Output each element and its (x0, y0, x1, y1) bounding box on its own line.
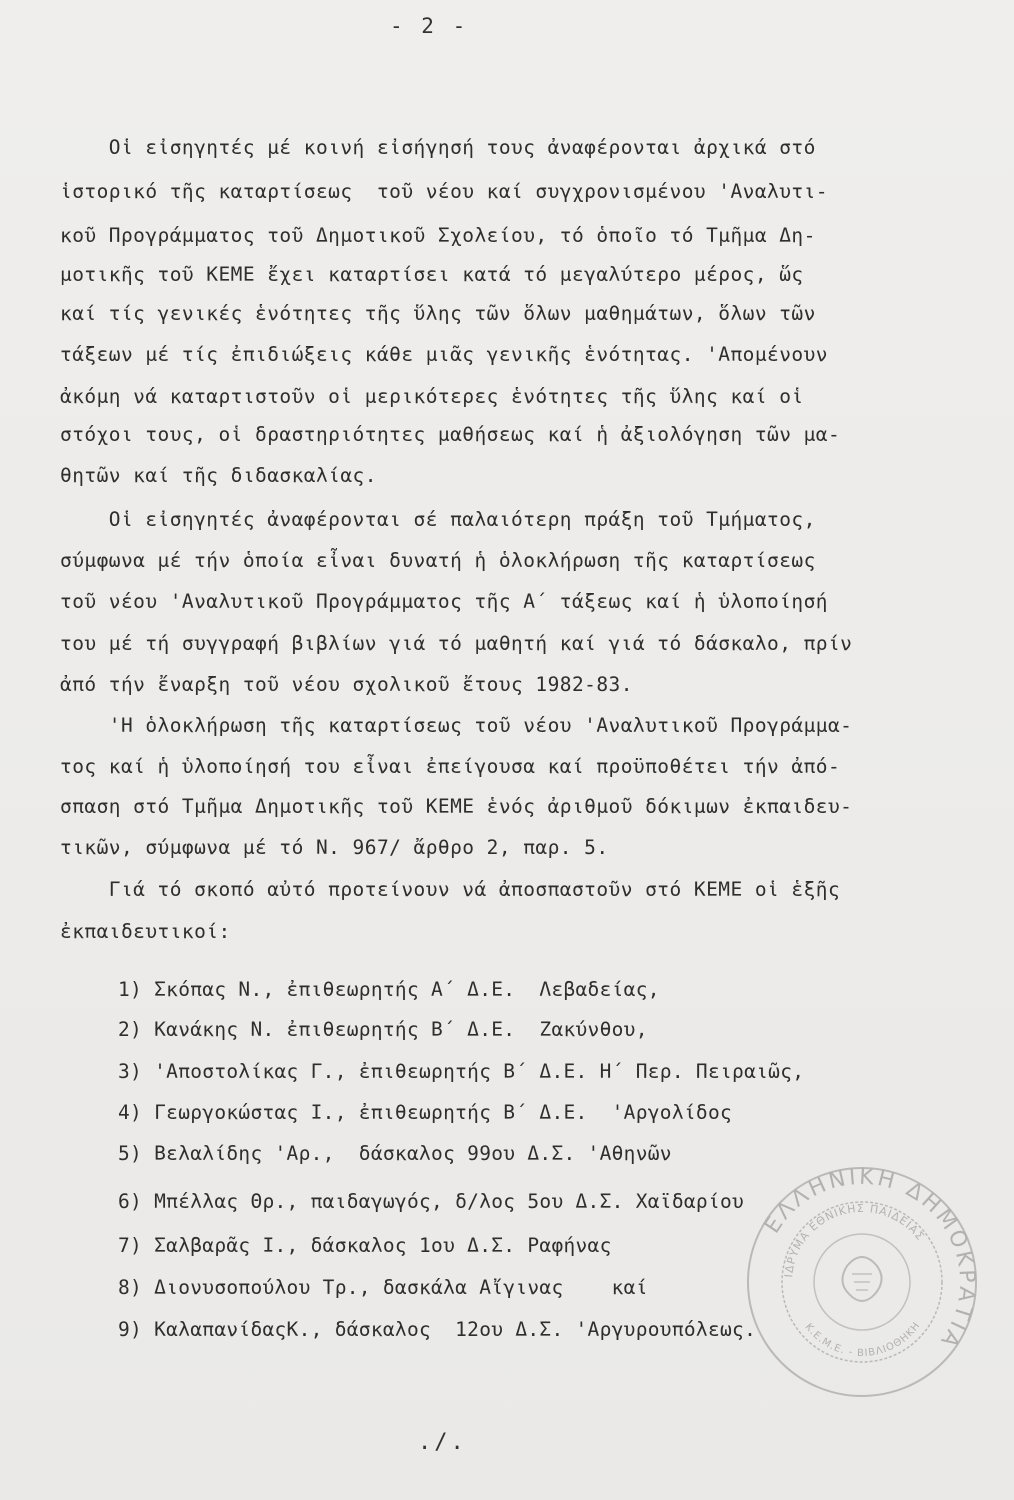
body-line: στόχοι τους, οἱ δραστηριότητες μαθήσεως καί ἡ ἀξιολόγηση τῶν μα- (60, 423, 841, 446)
body-line: τικῶν, σύμφωνα μέ τό Ν. 967/ ἄρθρο 2, παρ. 5. (60, 836, 609, 859)
body-line: ἱστορικό τῆς καταρτίσεως τοῦ νέου καί συγχρονισμένου 'Αναλυτι- (60, 180, 828, 203)
body-line: Γιά τό σκοπό αὐτό προτείνουν νά ἀποσπαστοῦν στό ΚΕΜΕ οἱ ἑξῆς (60, 878, 841, 901)
svg-text:ΕΛΛΗΝΙΚΗ ΔΗΜΟΚΡΑΤΙΑ: ΕΛΛΗΝΙΚΗ ΔΗΜΟΚΡΑΤΙΑ (760, 1164, 980, 1354)
continuation-mark: ./. (418, 1430, 467, 1455)
svg-text:ΙΔΡΥΜΑ ΕΘΝΙΚΗΣ ΠΑΙΔΕΙΑΣ: ΙΔΡΥΜΑ ΕΘΝΙΚΗΣ ΠΑΙΔΕΙΑΣ (782, 1201, 927, 1278)
body-line: σύμφωνα μέ τήν ὁποία εἶναι δυνατή ἡ ὁλοκλήρωση τῆς καταρτίσεως (60, 549, 816, 572)
body-line: μοτικῆς τοῦ ΚΕΜΕ ἔχει καταρτίσει κατά τό μεγαλύτερο μέρος, ὥς (60, 263, 804, 286)
list-item: 6) Μπέλλας Θρ., παιδαγωγός, δ/λος 5ου Δ.Σ. Χαϊδαρίου (118, 1190, 745, 1213)
body-line: Οἱ εἰσηγητές ἀναφέρονται σέ παλαιότερη πράξη τοῦ Τμήματος, (60, 508, 816, 531)
body-line: τος καί ἡ ὑλοποίησή του εἶναι ἐπείγουσα καί προϋποθέτει τήν ἀπό- (60, 755, 841, 778)
list-item: 7) Σαλβαρᾶς Ι., δάσκαλος 1ου Δ.Σ. Ραφήνας (118, 1234, 612, 1257)
body-line: σπαση στό Τμῆμα Δημοτικῆς τοῦ ΚΕΜΕ ἑνός ἀριθμοῦ δόκιμων ἐκπαιδευ- (60, 795, 853, 818)
list-item: 9) ΚαλαπανίδαςΚ., δάσκαλος 12ου Δ.Σ. 'Αργυρουπόλεως. (118, 1318, 757, 1341)
list-item: 4) Γεωργοκώστας Ι., ἐπιθεωρητής Β΄ Δ.Ε. 'Αργολίδος (118, 1101, 733, 1124)
list-item: 3) 'Αποστολίκας Γ., ἐπιθεωρητής Β΄ Δ.Ε. Η΄ Περ. Πειραιῶς, (118, 1060, 805, 1083)
body-line: του μέ τή συγγραφή βιβλίων γιά τό μαθητή καί γιά τό δάσκαλο, πρίν (60, 632, 853, 655)
body-line: 'Η ὁλοκλήρωση τῆς καταρτίσεως τοῦ νέου 'Αναλυτικοῦ Προγράμμα- (60, 714, 853, 737)
body-line: θητῶν καί τῆς διδασκαλίας. (60, 464, 377, 487)
list-item: 2) Κανάκης Ν. ἐπιθεωρητής Β΄ Δ.Ε. Ζακύνθου, (118, 1018, 648, 1041)
body-line: τοῦ νέου 'Αναλυτικοῦ Προγράμματος τῆς Α΄ τάξεως καί ἡ ὑλοποίησή (60, 590, 828, 613)
body-line: Οἱ εἰσηγητές μέ κοινή εἰσήγησή τους ἀναφέρονται ἀρχικά στό (60, 136, 816, 159)
library-stamp-icon (742, 1162, 982, 1402)
body-line: ἀπό τήν ἔναρξη τοῦ νέου σχολικοῦ ἔτους 1982-83. (60, 673, 633, 696)
body-line: καί τίς γενικές ἑνότητες τῆς ὕλης τῶν ὅλων μαθημάτων, ὅλων τῶν (60, 302, 816, 325)
list-item: 5) Βελαλίδης 'Αρ., δάσκαλος 99ου Δ.Σ. 'Αθηνῶν (118, 1142, 672, 1165)
page-number: - 2 - (390, 14, 469, 38)
svg-text:Κ.Ε.Μ.Ε. - ΒΙΒΛΙΟΘΗΚΗ: Κ.Ε.Μ.Ε. - ΒΙΒΛΙΟΘΗΚΗ (802, 1319, 923, 1360)
list-item: 8) Διονυσοπούλου Τρ., δασκάλα Αἴγινας καί (118, 1276, 648, 1299)
body-line: ἐκπαιδευτικοί: (60, 920, 231, 943)
body-line: κοῦ Προγράμματος τοῦ Δημοτικοῦ Σχολείου, τό ὁποῖο τό Τμῆμα Δη- (60, 224, 816, 247)
body-line: τάξεων μέ τίς ἐπιδιώξεις κάθε μιᾶς γενικῆς ἑνότητας. 'Απομένουν (60, 343, 828, 366)
list-item: 1) Σκόπας Ν., ἐπιθεωρητής Α΄ Δ.Ε. Λεβαδείας, (118, 978, 660, 1001)
body-line: ἀκόμη νά καταρτιστοῦν οἱ μερικότερες ἑνότητες τῆς ὕλης καί οἱ (60, 385, 804, 408)
